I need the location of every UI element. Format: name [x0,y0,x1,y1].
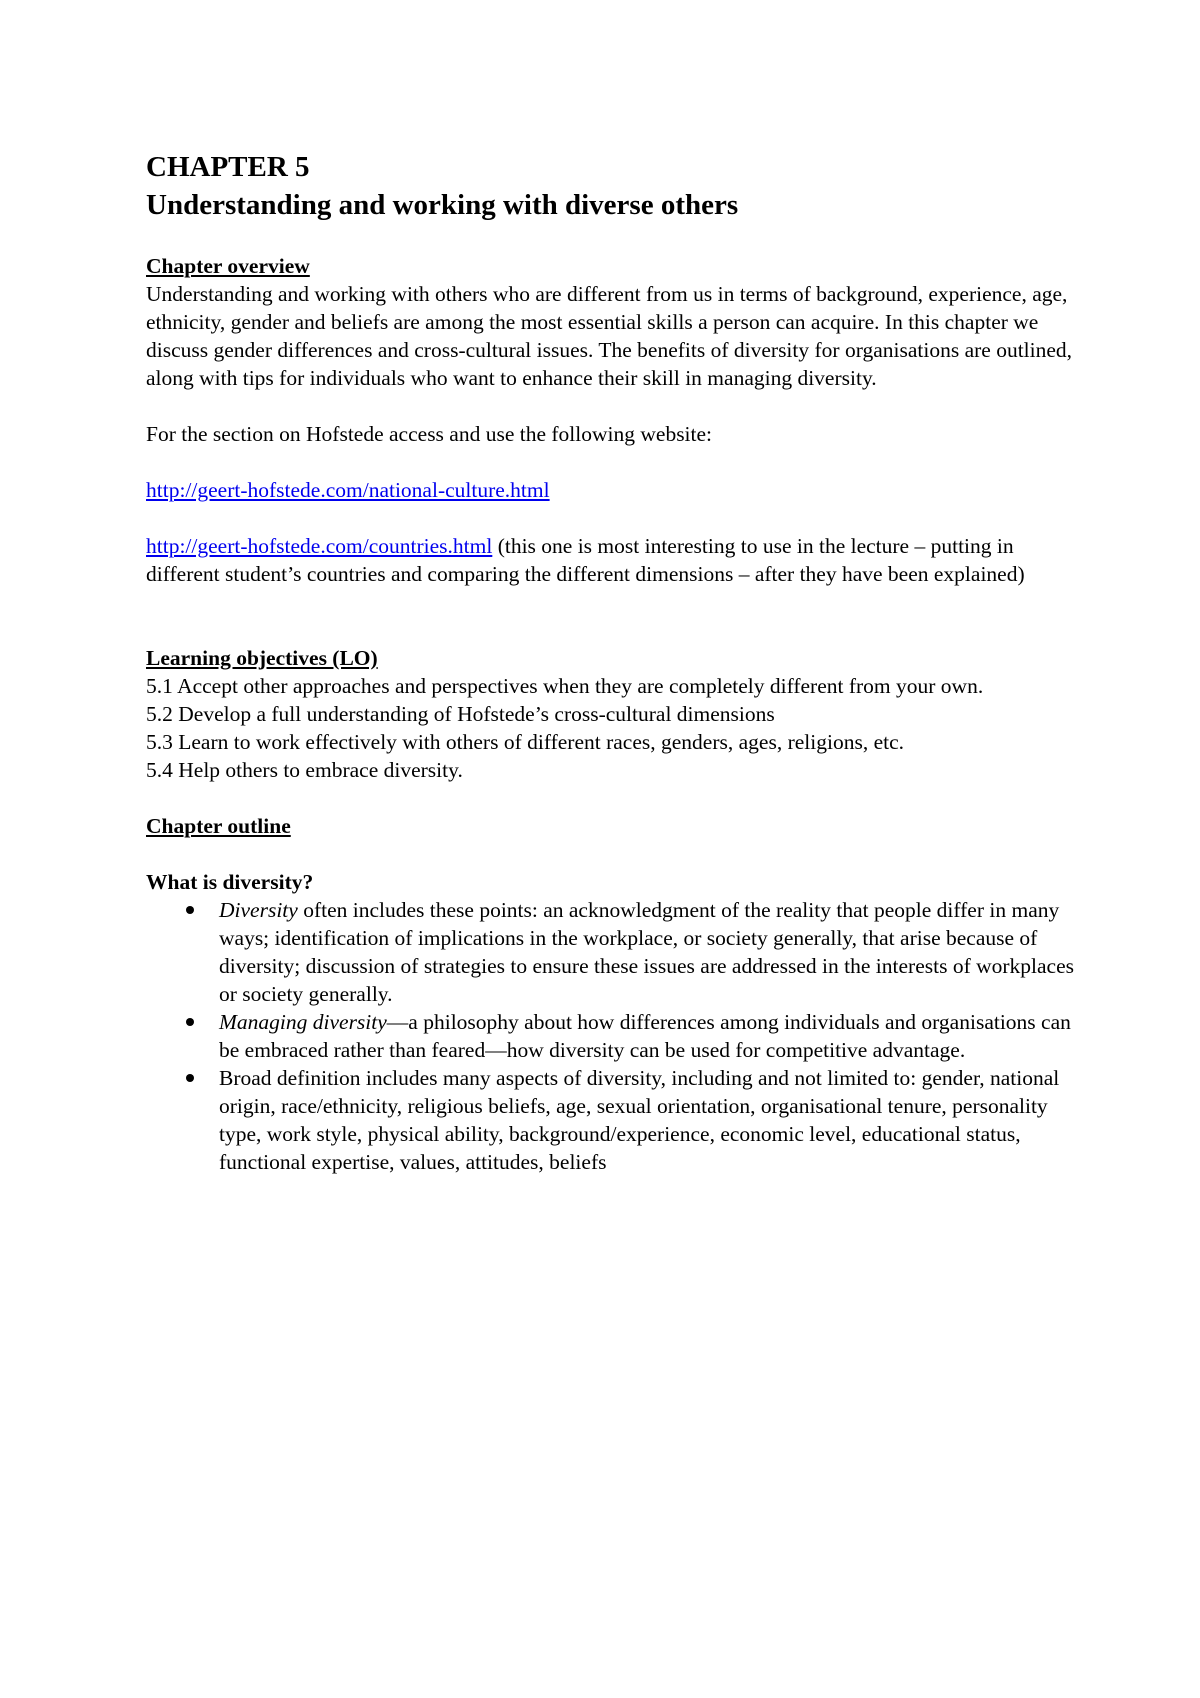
bullet-text: —a philosophy about how differences among individuals and organisations can be embraced rather than feared—how diversity can be used for competitive advantage. [219,1010,1071,1062]
countries-link-note: (this one is most interesting to use in the lecture – putting in different student’s countries and comparing the different dimensions – after they have been explained) [146,534,1025,586]
bullet-icon [186,1018,194,1026]
bullet-text: Broad definition includes many aspects of diversity, including and not limited to: gender, national origin, race/ethnicity, religious beliefs, age, sexual orientation, organisational tenure, personality type, work style, physical ability, background/experience, economic level, educational status, functional expertise, values, attitudes, beliefs [219,1066,1060,1174]
link2-paragraph [146,532,1076,588]
outline-heading: Chapter outline [146,814,291,838]
national-culture-link[interactable]: http://geert-hofstede.com/national-culture.html [146,478,550,502]
bullet-icon [186,906,194,914]
countries-link[interactable]: http://geert-hofstede.com/countries.html [146,534,493,558]
chapter-title: Understanding and working with diverse others [146,189,739,221]
objective-item: 5.4 Help others to embrace diversity. [146,758,463,782]
list-item [219,896,1089,1008]
objective-item: 5.2 Develop a full understanding of Hofstede’s cross-cultural dimensions [146,702,775,726]
chapter-number: CHAPTER 5 [146,151,310,183]
objectives-heading: Learning objectives (LO) [146,646,378,670]
bullet-term: Diversity [219,898,298,922]
bullet-term: Managing diversity [219,1010,387,1034]
list-item [219,1064,1089,1176]
outline-subheading: What is diversity? [146,870,314,894]
document-page [146,140,1076,1176]
diversity-bullet-list [146,896,1089,1176]
hofstede-intro: For the section on Hofstede access and use the following website: [146,422,713,446]
link1-paragraph [146,476,1076,504]
bullet-icon [186,1074,194,1082]
overview-body: Understanding and working with others who are different from us in terms of background, experience, age, ethnicity, gender and beliefs are among the most essential skills a person can acquire. In this chapter we discuss gender differences and cross-cultural issues. The benefits of diversity for organisations are outlined, along with tips for individuals who want to enhance their skill in managing diversity. [146,282,1073,390]
list-item [219,1008,1089,1064]
objective-item: 5.3 Learn to work effectively with others of different races, genders, ages, religions, etc. [146,730,905,754]
objective-item: 5.1 Accept other approaches and perspectives when they are completely different from your own. [146,674,984,698]
bullet-text: often includes these points: an acknowledgment of the reality that people differ in many ways; identification of implications in the workplace, or society generally, that arise because of diversity; discussion of strategies to ensure these issues are addressed in the interests of workplaces or society generally. [219,898,1075,1006]
overview-heading: Chapter overview [146,254,310,278]
